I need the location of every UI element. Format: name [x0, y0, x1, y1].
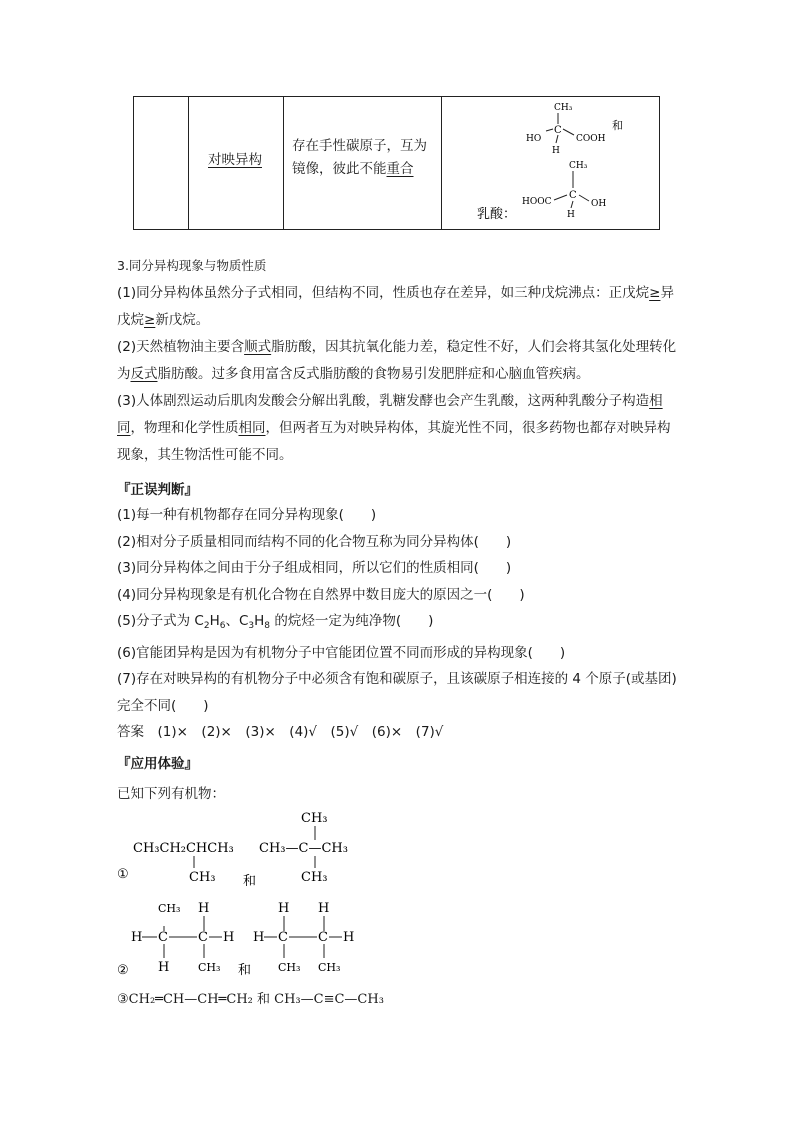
p2-text2: 脂肪酸，因其抗氧化能力差，稳定性不好，人们会将其氢化处理转化为 [117, 339, 677, 382]
neopentane: CH₃—C—CH₃ [259, 841, 348, 856]
h-atom: H [158, 960, 170, 975]
ch3: CH₃ [158, 902, 181, 915]
p1-text2: 异戊烷 [117, 285, 674, 328]
and-text: 和 [612, 119, 623, 132]
paragraph-3 [117, 388, 682, 469]
ch3: CH₃ [198, 961, 221, 974]
p1-ge1: ≥ [649, 285, 661, 301]
i5e: 的烷烃一定为纯净物( ) [270, 613, 434, 629]
p3-text2: ，物理和化学性质 [130, 420, 239, 436]
h-atom: H [223, 930, 235, 945]
i5s2: 6 [219, 621, 226, 631]
i5s1: 2 [203, 621, 210, 631]
p3-text: (3)人体剧烈运动后肌肉发酸会分解出乳酸，乳糖发酵也会产生乳酸，这两种乳酸分子构造 [117, 393, 650, 409]
judge-item: (1)每一种有机物都存在同分异构现象( ) [117, 507, 377, 523]
enantiomer-description [292, 135, 440, 181]
h-atom: H [343, 930, 355, 945]
table-divider [283, 97, 284, 229]
judge-item-5 [117, 608, 682, 640]
methyl-branch: CH₃ [189, 870, 216, 885]
p3-same2: 相同 [238, 420, 266, 436]
desc-line-2: 镜像，彼此不能 [292, 161, 387, 177]
h-atom: H [131, 930, 143, 945]
mol2-ch3: CH₃ [569, 161, 588, 171]
structures-row-3: ③CH₂═CH—CH═CH₂ 和 CH₃—C≡C—CH₃ [117, 992, 384, 1007]
p3-same1: 相同 [117, 393, 663, 436]
i5a: (5)分子式为 C [117, 613, 204, 629]
neo-top: CH₃ [301, 811, 328, 826]
judge-title: 『正误判断』 [117, 482, 198, 498]
i5s3: 3 [248, 621, 255, 631]
h-atom: H [253, 930, 265, 945]
judge-item: (2)相对分子质量相同而结构不同的化合物互称为同分异构体( ) [117, 533, 512, 550]
mol2-carbon: C [569, 190, 577, 201]
p2-cis: 顺式 [244, 339, 272, 355]
judge-item: (4)同分异构现象是有机化合物在自然界中数目庞大的原因之一( ) [117, 586, 525, 603]
mol1-ch3: CH₃ [554, 103, 573, 113]
paragraph-2 [117, 334, 682, 388]
mol1-ho: HO [526, 134, 542, 144]
mol2-hooc: HOOC [522, 197, 552, 207]
p2-text3: 脂肪酸。过多食用富含反式脂肪酸的食物易引发肥胖症和心脑血管疾病。 [157, 366, 590, 382]
enantiomer-label: 对映异构 [208, 152, 262, 168]
p2-trans: 反式 [130, 366, 158, 382]
h-atom: H [278, 901, 290, 916]
isomer-table [133, 96, 660, 230]
h-atom: H [318, 901, 330, 916]
i5b: H [209, 613, 220, 629]
apply-intro: 已知下列有机物： [117, 786, 225, 802]
h-atom: H [198, 901, 210, 916]
p1-ge2: ≥ [144, 312, 156, 328]
mol2-oh: OH [591, 199, 607, 209]
lactic-acid-structures [442, 97, 660, 229]
p1-text3: 新戊烷。 [155, 312, 210, 328]
structures-row-1 [117, 806, 407, 886]
p2-text: (2)天然植物油主要含 [117, 339, 245, 355]
lactic-label: 乳酸： [477, 207, 517, 222]
and-text: 和 [243, 874, 257, 886]
c-atom: C [278, 930, 288, 945]
structures-row-2 [117, 896, 377, 978]
mol2-h: H [567, 210, 575, 220]
paragraph-1 [117, 280, 682, 334]
c-atom: C [158, 930, 168, 945]
i5c: 、C [225, 613, 249, 629]
p1-text: (1)同分异构体虽然分子式相同，但结构不同，性质也存在差异，如三种戊烷沸点：正戊烷 [117, 285, 650, 301]
mol1-h: H [552, 146, 560, 156]
c-atom: C [318, 930, 328, 945]
section-heading: 3.同分异构现象与物质性质 [117, 258, 267, 273]
apply-title: 『应用体验』 [117, 756, 198, 772]
judge-list [117, 502, 682, 746]
and-text: 和 [238, 963, 252, 978]
judge-item: 完全不同( ) [117, 697, 209, 714]
neo-bottom: CH₃ [301, 870, 328, 885]
judge-item: (7)存在对映异构的有机物分子中必须含有饱和碳原子，且该碳原子相连接的 4 个原子(或基团) [117, 671, 677, 687]
number-2: ② [117, 963, 129, 978]
i5d: H [254, 613, 265, 629]
number-1: ① [117, 867, 129, 882]
table-divider [188, 97, 189, 229]
p3-text3: ，但两者互为对映异构体，其旋光性不同，很多药物也都存对映异构现象，其生物活性可能不同。 [117, 420, 671, 463]
judge-item: (6)官能团异构是因为有机物分子中官能团位置不同而形成的异构现象( ) [117, 644, 566, 661]
mol1-carbon: C [554, 125, 562, 136]
desc-line-1: 存在手性碳原子，互为 [292, 138, 427, 154]
judge-item: (3)同分异构体之间由于分子组成相同，所以它们的性质相同( ) [117, 560, 512, 576]
ch3: CH₃ [318, 961, 341, 974]
isopentane: CH₃CH₂CHCH₃ [133, 841, 234, 856]
mol1-cooh: COOH [576, 134, 606, 144]
i5s4: 8 [264, 621, 271, 631]
answer-line: 答案 (1)× (2)× (3)× (4)√ (5)√ (6)× (7)√ [117, 724, 444, 740]
desc-underline: 重合 [386, 161, 414, 177]
c-atom: C [198, 930, 208, 945]
ch3: CH₃ [278, 961, 301, 974]
